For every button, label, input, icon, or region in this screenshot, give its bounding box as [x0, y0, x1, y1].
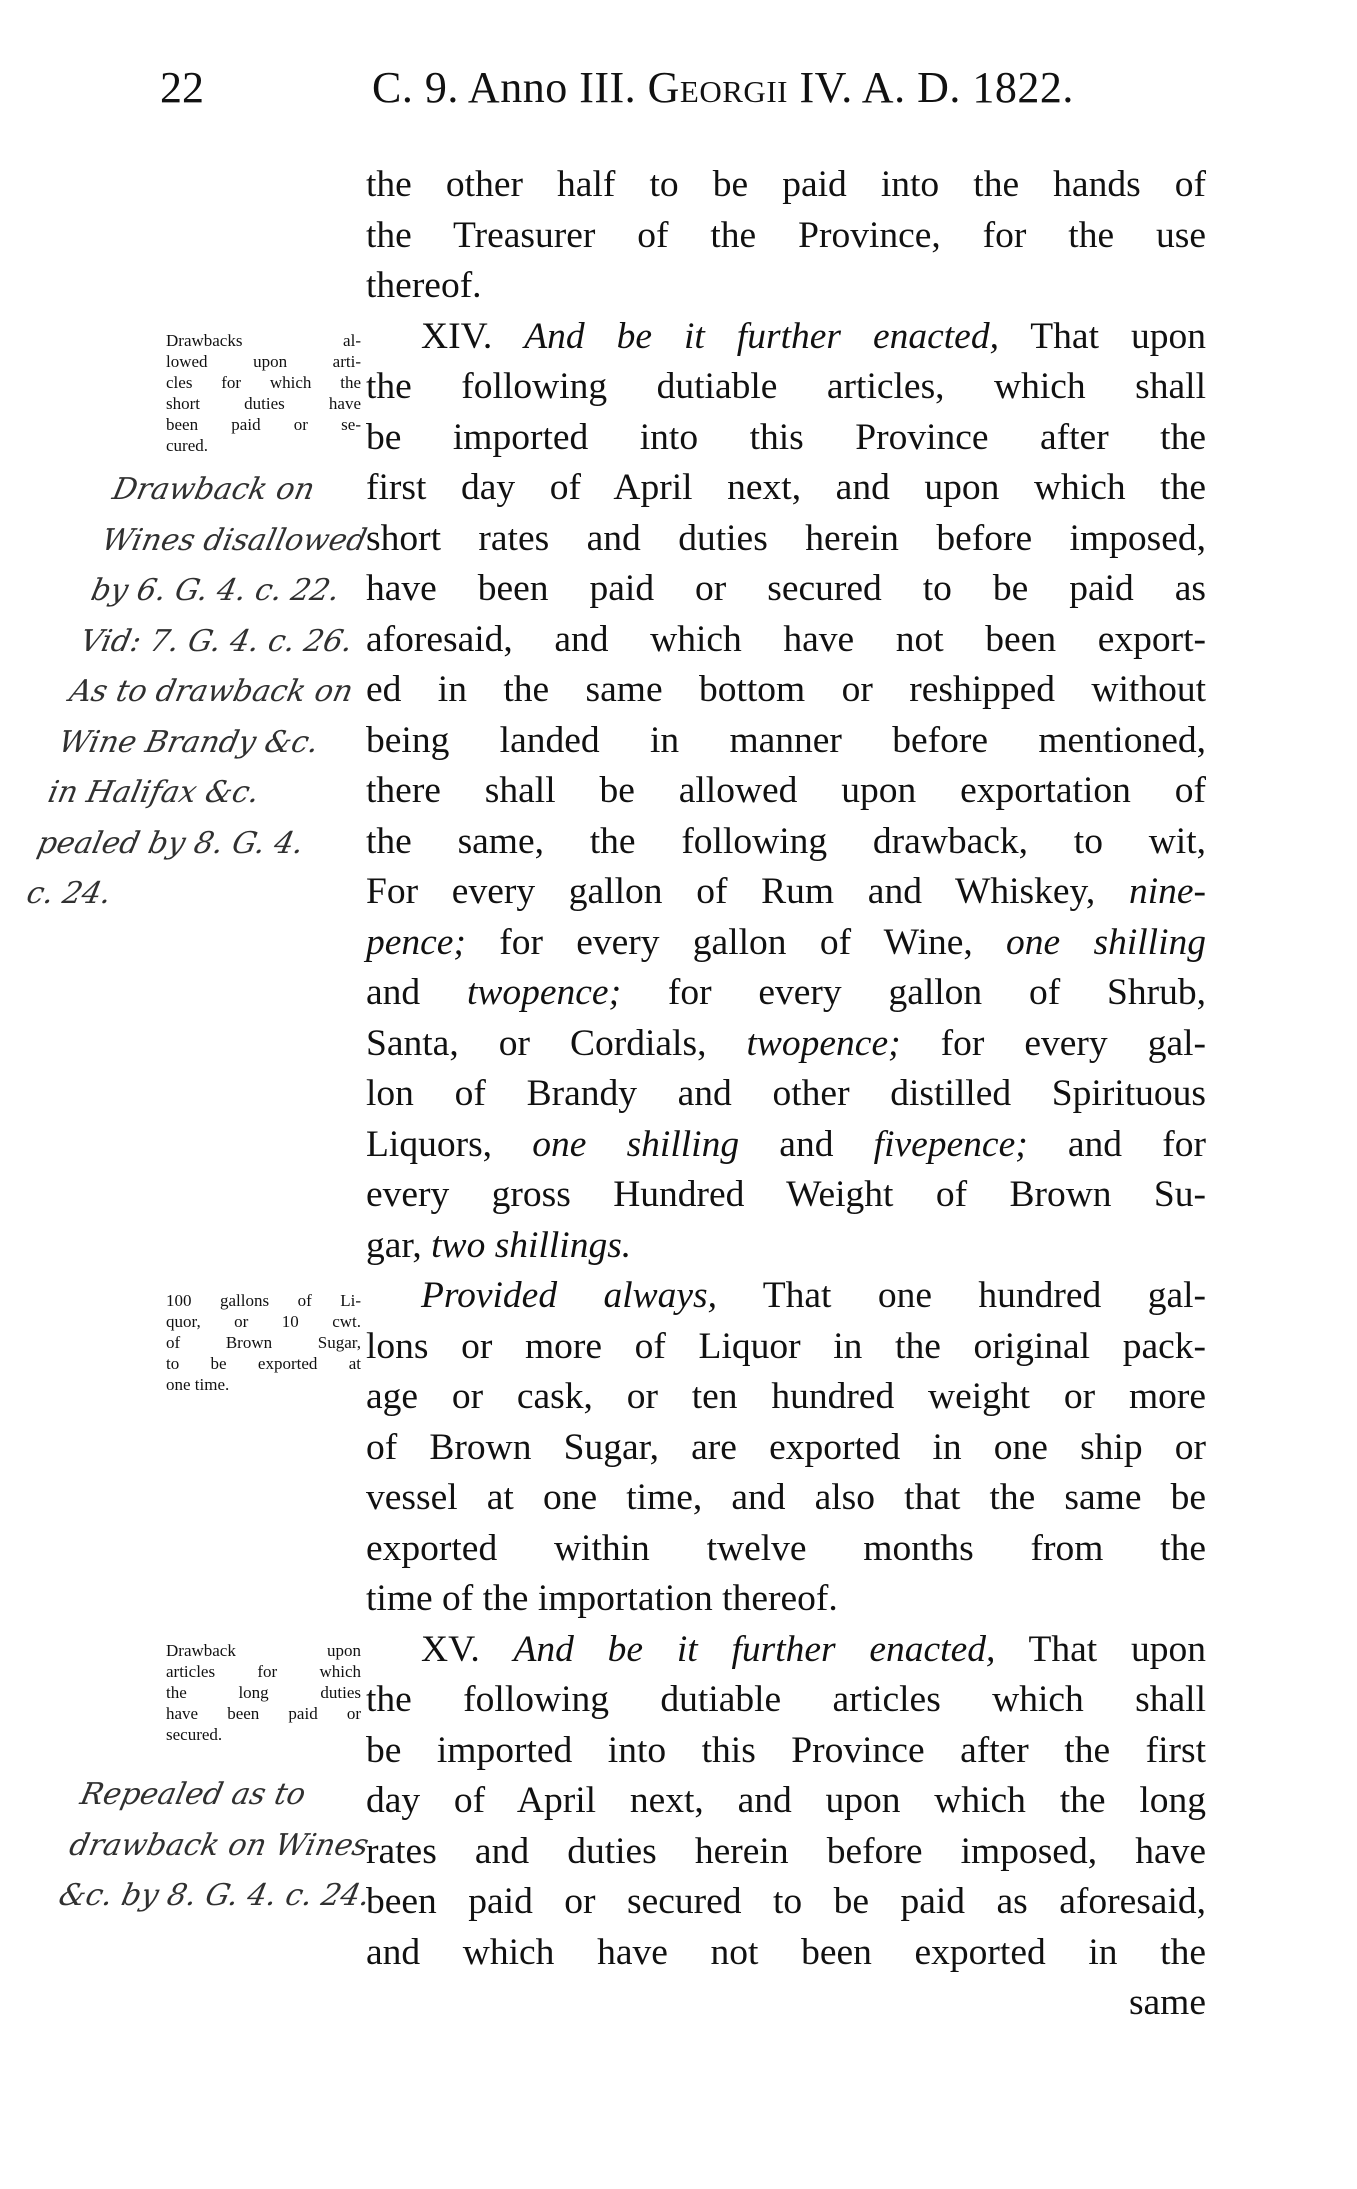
side-note-line: the long duties [166, 1683, 361, 1702]
italic-run: two shillings. [431, 1224, 632, 1266]
text-run: Liquors, [366, 1123, 533, 1165]
text-run: That one hundred gal- [717, 1275, 1206, 1316]
text-line: every gross Hundred Weight of Brown Su- [366, 1174, 1206, 1215]
side-note-drawbacks-short-duties [166, 330, 361, 456]
text-line: of Brown Sugar, are exported in one ship or [366, 1426, 1206, 1468]
side-note-line: secured. [166, 1725, 223, 1744]
side-note-line: one time. [166, 1375, 230, 1394]
text-line: lons or more of Liquor in the original pack- [366, 1325, 1206, 1367]
italic-run: pence; [366, 921, 466, 963]
side-note-100-gallons [166, 1290, 361, 1395]
text-line: vessel at one time, and also that the same be [366, 1477, 1206, 1518]
text-line [366, 918, 1206, 969]
side-note-line: to be exported at [166, 1354, 361, 1373]
side-note-line: cured. [166, 436, 209, 455]
italic-run: one shilling [532, 1123, 740, 1165]
handwritten-annotation-2 [54, 1770, 396, 1922]
italic-run: one shilling [1006, 921, 1206, 963]
running-title-part-b: IV. A. D. 1822. [787, 63, 1074, 112]
handwritten-line: in Halifax &c. [44, 775, 263, 810]
text-run: gar, [366, 1224, 432, 1266]
text-run: and [739, 1123, 874, 1165]
handwritten-line: As to drawback on [66, 674, 357, 709]
handwritten-line: Wine Brandy &c. [55, 724, 322, 760]
running-title-king: Georgii [647, 63, 788, 112]
side-note-line: lowed upon arti- [166, 352, 361, 371]
enacting-clause: And be it further enacted, [513, 1628, 996, 1670]
text-line: been paid or secured to be paid as aforesaid, [366, 1881, 1206, 1922]
proviso-clause: Provided always, [421, 1275, 718, 1316]
text-line: lon of Brandy and other distilled Spirituous [366, 1073, 1206, 1114]
text-line: the Treasurer of the Province, for the use [366, 214, 1206, 256]
handwritten-line: Wines disallowed [98, 522, 370, 558]
text-run: for every gallon of Wine, [465, 921, 1007, 963]
text-line: be imported into this Province after the [366, 416, 1206, 458]
section-number: XV. [421, 1628, 514, 1670]
text-line: first day of April next, and upon which the [366, 467, 1206, 508]
side-note-line: 100 gallons of Li- [166, 1291, 361, 1310]
text-line: the other half to be paid into the hands of [366, 164, 1206, 205]
text-line [366, 1120, 1206, 1171]
catchword: same [1128, 1982, 1206, 2023]
text-run: That upon [995, 1628, 1206, 1670]
side-note-line: cles for which the [166, 373, 361, 392]
side-note-line: been paid or se- [166, 415, 361, 434]
text-line: be imported into this Province after the first [366, 1729, 1206, 1771]
text-line: age or cask, or ten hundred weight or more [366, 1376, 1206, 1417]
handwritten-line: drawback on Wines [66, 1827, 372, 1863]
text-line: and which have not been exported in the [366, 1931, 1206, 1973]
page-number: 22 [160, 63, 204, 112]
handwritten-line: Repealed as to [77, 1777, 309, 1812]
text-line [366, 1019, 1206, 1070]
side-note-line: quor, or 10 cwt. [166, 1312, 361, 1331]
italic-run: twopence; [466, 972, 622, 1013]
enacting-clause: And be it further enacted, [524, 315, 999, 357]
text-run: Santa, or Cordials, [366, 1022, 747, 1064]
handwritten-line: &c. by 8. G. 4. c. 24. [55, 1878, 374, 1913]
text-run: for every gallon of Shrub, [621, 972, 1206, 1013]
text-line: day of April next, and upon which the long [366, 1780, 1206, 1821]
section-xiv-heading [366, 312, 1206, 363]
proviso-heading [366, 1271, 1206, 1322]
text-line: aforesaid, and which have not been export- [366, 618, 1206, 660]
italic-run: nine- [1128, 871, 1206, 912]
section-xv-heading [366, 1625, 1206, 1676]
side-note-line: short duties have [166, 394, 361, 413]
running-head [160, 58, 1220, 118]
text-line: have been paid or secured to be paid as [366, 568, 1206, 609]
text-run: For every gallon of Rum and Whiskey, [366, 871, 1129, 912]
side-note-line: Drawbacks al- [166, 331, 361, 350]
text-run: That upon [998, 315, 1206, 357]
text-line: the following dutiable articles, which shall [366, 366, 1206, 407]
side-note-line: Drawback upon [166, 1641, 361, 1660]
text-line [366, 1221, 1206, 1272]
side-note-drawback-long-duties [166, 1640, 361, 1745]
text-line [366, 968, 1206, 1019]
text-line: the following dutiable articles which shall [366, 1679, 1206, 1720]
handwritten-line: c. 24. [23, 876, 115, 911]
italic-run: fivepence; [873, 1123, 1028, 1165]
text-line [366, 867, 1206, 918]
text-line: time of the importation thereof. [366, 1578, 838, 1619]
text-run: and [366, 972, 467, 1013]
handwritten-line: Vid: 7. G. 4. c. 26. [77, 623, 357, 659]
text-line: thereof. [366, 265, 482, 306]
text-line: the same, the following drawback, to wit, [366, 820, 1206, 862]
running-title-part-a: C. 9. Anno III. [372, 63, 648, 112]
text-line: ed in the same bottom or reshipped without [366, 669, 1206, 710]
handwritten-line: by 6. G. 4. c. 22. [87, 573, 343, 608]
text-run: for every gal- [900, 1022, 1206, 1064]
text-line: short rates and duties herein before imposed, [366, 517, 1206, 559]
handwritten-line: pealed by 8. G. 4. [34, 825, 308, 861]
section-number: XIV. [421, 315, 525, 357]
side-note-line: of Brown Sugar, [166, 1333, 361, 1352]
text-line: rates and duties herein before imposed, have [366, 1830, 1206, 1872]
running-title [372, 58, 1074, 118]
text-line: exported within twelve months from the [366, 1527, 1206, 1569]
side-note-line: have been paid or [166, 1704, 361, 1723]
text-line: being landed in manner before mentioned, [366, 719, 1206, 761]
italic-run: twopence; [746, 1022, 901, 1064]
text-line: there shall be allowed upon exportation of [366, 770, 1206, 811]
side-note-line: articles for which [166, 1662, 361, 1681]
handwritten-line: Drawback on [109, 472, 318, 507]
text-run: and for [1027, 1123, 1206, 1165]
handwritten-annotation-1 [22, 465, 401, 920]
body-text [366, 160, 1206, 2029]
